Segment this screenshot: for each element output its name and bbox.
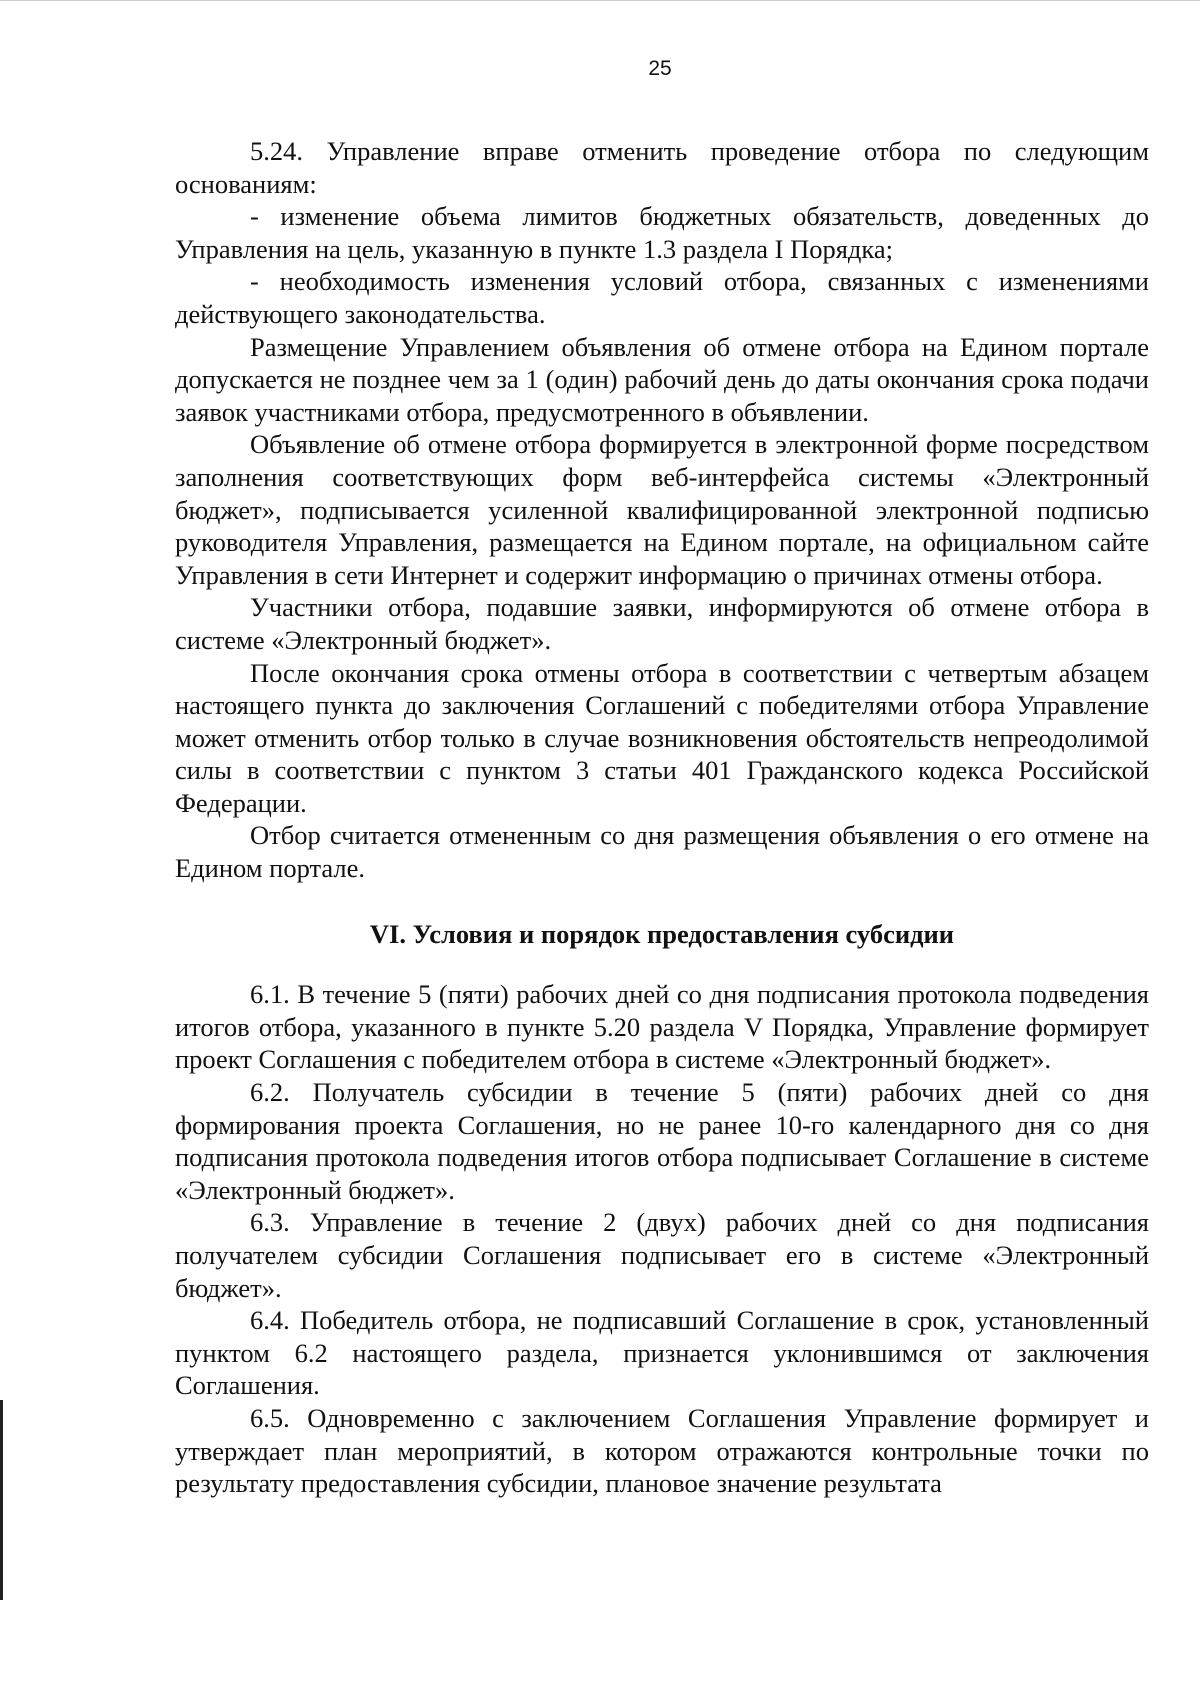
section-heading: VI. Условия и порядок предоставления субсидии [369,918,955,949]
paragraph: Размещение Управлением объявления об отмене отбора на Едином портале допускается не позднее чем за 1 (один) рабочий день до даты окончания срока подачи заявок участниками отбора, предусмотренного в объявлении. [175,331,1149,427]
page-number: 25 [648,57,672,80]
paragraph: Отбор считается отмененным со дня размещения объявления о его отмене на Едином портале. [175,820,1149,884]
paragraph: 6.3. Управление в течение 2 (двух) рабочих дней со дня подписания получателем субсидии Соглашения подписывает его в системе «Электронный бюджет». [175,1207,1149,1303]
paragraph: Участники отбора, подавшие заявки, информируются об отмене отбора в системе «Электронный бюджет». [175,592,1149,655]
paragraph: 5.24. Управление вправе отменить проведение отбора по следующим основаниям: [175,136,1149,199]
paragraph: 6.1. В течение 5 (пяти) рабочих дней со дня подписания протокола подведения итогов отбора, указанного в пункте 5.20 раздела V Порядка, Управление формирует проект Соглашения с победителем отбора в системе «Электронный бюджет». [175,979,1149,1075]
paragraph: Объявление об отмене отбора формируется в электронной форме посредством заполнения соответствующих форм веб-интерфейса системы «Электронный бюджет», подписывается усиленной квалифицированной электронной подписью руководителя Управления, размещается на Едином портале, на официальном сайте Управления в сети Интернет и содержит информацию о причинах отмены отбора. [175,429,1149,590]
paragraph: 6.2. Получатель субсидии в течение 5 (пяти) рабочих дней со дня формирования проекта Соглашения, но не ранее 10-го календарного дня со дня подписания протокола подведения итогов отбора подписывает Соглашение в системе «Электронный бюджет». [175,1077,1149,1205]
paragraph: 6.4. Победитель отбора, не подписавший Соглашение в срок, установленный пунктом 6.2 настоящего раздела, признается уклонившимся от заключения Соглашения. [175,1305,1149,1401]
paragraph: 6.5. Одновременно с заключением Соглашения Управление формирует и утверждает план мероприятий, в котором отражаются контрольные точки по результату предоставления субсидии, плановое значение результата [175,1402,1149,1499]
paragraph: После окончания срока отмены отбора в соответствии с четвертым абзацем настоящего пункта до заключения Соглашений с победителями отбора Управление может отменить отбор только в случае возникновения обстоятельств непреодолимой силы в соответствии с пунктом 3 статьи 401 Гражданского кодекса Российской Федерации. [175,657,1149,818]
scan-left-edge [0,1400,3,1600]
paragraph: - необходимость изменения условий отбора, связанных с изменениями действующего законодательства. [175,266,1149,329]
scan-top-edge [0,0,1200,1]
paragraph: - изменение объема лимитов бюджетных обязательств, доведенных до Управления на цель, указанную в пункте 1.3 раздела I Порядка; [175,201,1149,264]
document-body [175,135,1149,1500]
